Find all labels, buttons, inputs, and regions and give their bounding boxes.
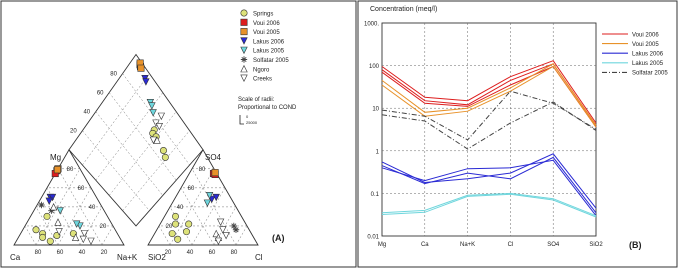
cation-point xyxy=(80,236,86,242)
anion-bottom-tick: 60 xyxy=(208,250,216,256)
anion-triangle-gridline xyxy=(236,226,247,245)
cation-point xyxy=(33,227,39,233)
so4-axis-label: SO4 xyxy=(205,153,222,162)
so4-tick: 40 xyxy=(176,204,184,211)
series-line xyxy=(382,154,596,208)
legend-a-marker xyxy=(241,28,247,34)
anion-point xyxy=(172,213,178,219)
y-tick-label: 0.1 xyxy=(370,191,379,198)
diamond-gridline xyxy=(123,74,190,165)
panel-label-a: (A) xyxy=(272,233,285,243)
legend-a-marker xyxy=(241,47,247,53)
legend-a-label: Creeks xyxy=(253,76,273,83)
cation-point xyxy=(46,198,52,204)
legend-a-marker xyxy=(241,75,247,81)
cation-point xyxy=(38,202,44,208)
diamond-tick: 20 xyxy=(70,128,77,135)
y-tick-label: 1 xyxy=(375,149,379,156)
legend-a-label: Lakus 2005 xyxy=(253,48,285,55)
anion-point xyxy=(204,200,210,206)
anion-point xyxy=(217,219,223,225)
series-line xyxy=(382,102,596,149)
legend-b-label: Voui 2005 xyxy=(632,41,659,48)
diamond-point xyxy=(160,147,166,153)
anion-point xyxy=(183,228,189,234)
anion-point xyxy=(169,230,175,236)
legend-a-label: Springs xyxy=(253,11,274,18)
legend-b-label: Lakus 2006 xyxy=(632,51,664,58)
series-line xyxy=(382,194,596,217)
legend-b-label: Voui 2006 xyxy=(632,32,659,39)
cation-triangle xyxy=(14,150,124,245)
anion-point xyxy=(175,236,181,242)
anion-point xyxy=(172,221,178,227)
diamond-gridline xyxy=(82,71,149,165)
cation-bottom-tick: 20 xyxy=(100,250,108,256)
diamond-gridline xyxy=(109,112,176,196)
anion-bottom-tick: 80 xyxy=(230,250,238,256)
mg-tick: 20 xyxy=(99,223,107,230)
diamond-point xyxy=(138,65,144,71)
ca-corner-label: Ca xyxy=(10,253,21,262)
nak-corner-label: Na+K xyxy=(117,253,138,262)
scale-bracket xyxy=(240,115,244,124)
anion-triangle xyxy=(148,150,258,245)
diamond-point xyxy=(162,154,168,160)
cl-corner-label: Cl xyxy=(255,253,263,262)
legend-a-marker xyxy=(241,38,247,44)
panel-b-frame xyxy=(358,1,677,267)
legend-a-marker xyxy=(241,66,247,72)
series-line xyxy=(382,61,596,123)
legend-a-label: Ngoro xyxy=(253,67,270,74)
scale-max: 25000 xyxy=(246,120,258,125)
cation-point xyxy=(88,238,94,244)
y-tick-label: 10 xyxy=(372,106,379,113)
scale-min: 0 xyxy=(246,114,249,119)
anion-point xyxy=(233,227,239,233)
so4-tick: 20 xyxy=(165,223,173,230)
cation-point-stroke xyxy=(38,202,44,208)
legend-a-marker-stroke xyxy=(241,56,247,62)
series-line xyxy=(382,160,596,215)
y-tick-label: 100 xyxy=(368,64,379,71)
legend-a-label: Lakus 2006 xyxy=(253,39,285,46)
x-tick-label: SiO2 xyxy=(589,242,603,248)
legend-b-label: Lakus 2005 xyxy=(632,61,664,68)
x-tick-label: Cl xyxy=(507,242,514,248)
cation-point xyxy=(54,167,60,173)
mg-tick: 80 xyxy=(66,166,74,173)
y-tick-label: 0.01 xyxy=(367,234,379,241)
diamond-tick: 60 xyxy=(96,90,104,97)
so4-tick: 80 xyxy=(198,166,206,173)
mg-axis-label: Mg xyxy=(50,153,62,162)
diamond-point xyxy=(143,79,149,85)
diamond-point xyxy=(150,110,156,116)
cation-bottom-tick: 60 xyxy=(56,250,64,256)
scale-note-2: Proportional to COND xyxy=(238,105,297,111)
diamond xyxy=(66,54,203,225)
mg-tick: 40 xyxy=(88,204,96,211)
x-tick-label: Mg xyxy=(377,242,387,248)
anion-bottom-tick: 40 xyxy=(186,250,194,256)
x-tick-label: Ca xyxy=(420,242,429,248)
diamond-gridline xyxy=(109,93,176,181)
legend-a-label: Voui 2005 xyxy=(253,30,280,37)
anion-point xyxy=(212,169,218,175)
diamond-point xyxy=(149,103,155,109)
anion-bottom-tick: 20 xyxy=(164,250,172,256)
diamond-tick: 80 xyxy=(110,71,117,78)
diamond-tick: 40 xyxy=(83,109,91,116)
diamond-point xyxy=(158,113,164,119)
cation-point xyxy=(39,234,45,240)
x-tick-label: SO4 xyxy=(547,242,560,248)
cation-bottom-tick: 80 xyxy=(34,250,42,256)
scale-note-1: Scale of radii: xyxy=(238,97,275,103)
anion-point-stroke xyxy=(233,227,239,233)
panel-label-b: (B) xyxy=(629,240,642,250)
cation-bottom-tick: 40 xyxy=(78,250,86,256)
y-tick-label: 1000. xyxy=(363,21,379,28)
legend-a-marker xyxy=(241,10,247,16)
so4-tick: 60 xyxy=(187,185,195,192)
anion-point xyxy=(186,221,192,227)
cation-point xyxy=(50,204,56,210)
diamond-gridline xyxy=(96,112,163,196)
cation-point xyxy=(55,219,61,225)
sio2-corner-label: SiO2 xyxy=(148,253,166,262)
cation-point xyxy=(47,238,53,244)
x-tick-label: Na+K xyxy=(460,242,476,248)
legend-a-marker xyxy=(241,56,247,62)
chart-b-title: Concentration (meq/l) xyxy=(370,6,438,13)
panel-a-frame xyxy=(1,1,356,267)
legend-a-label: Solfatar 2005 xyxy=(253,58,289,64)
dynamic-layer xyxy=(14,10,668,256)
mg-tick: 60 xyxy=(77,185,85,192)
cation-point xyxy=(44,213,50,219)
legend-b-label: Solfatar 2005 xyxy=(632,70,668,77)
anion-point xyxy=(223,232,229,238)
cation-point xyxy=(57,208,63,214)
diamond-gridline xyxy=(82,131,149,211)
legend-a-marker xyxy=(241,19,247,25)
legend-a-label: Voui 2006 xyxy=(253,20,280,27)
